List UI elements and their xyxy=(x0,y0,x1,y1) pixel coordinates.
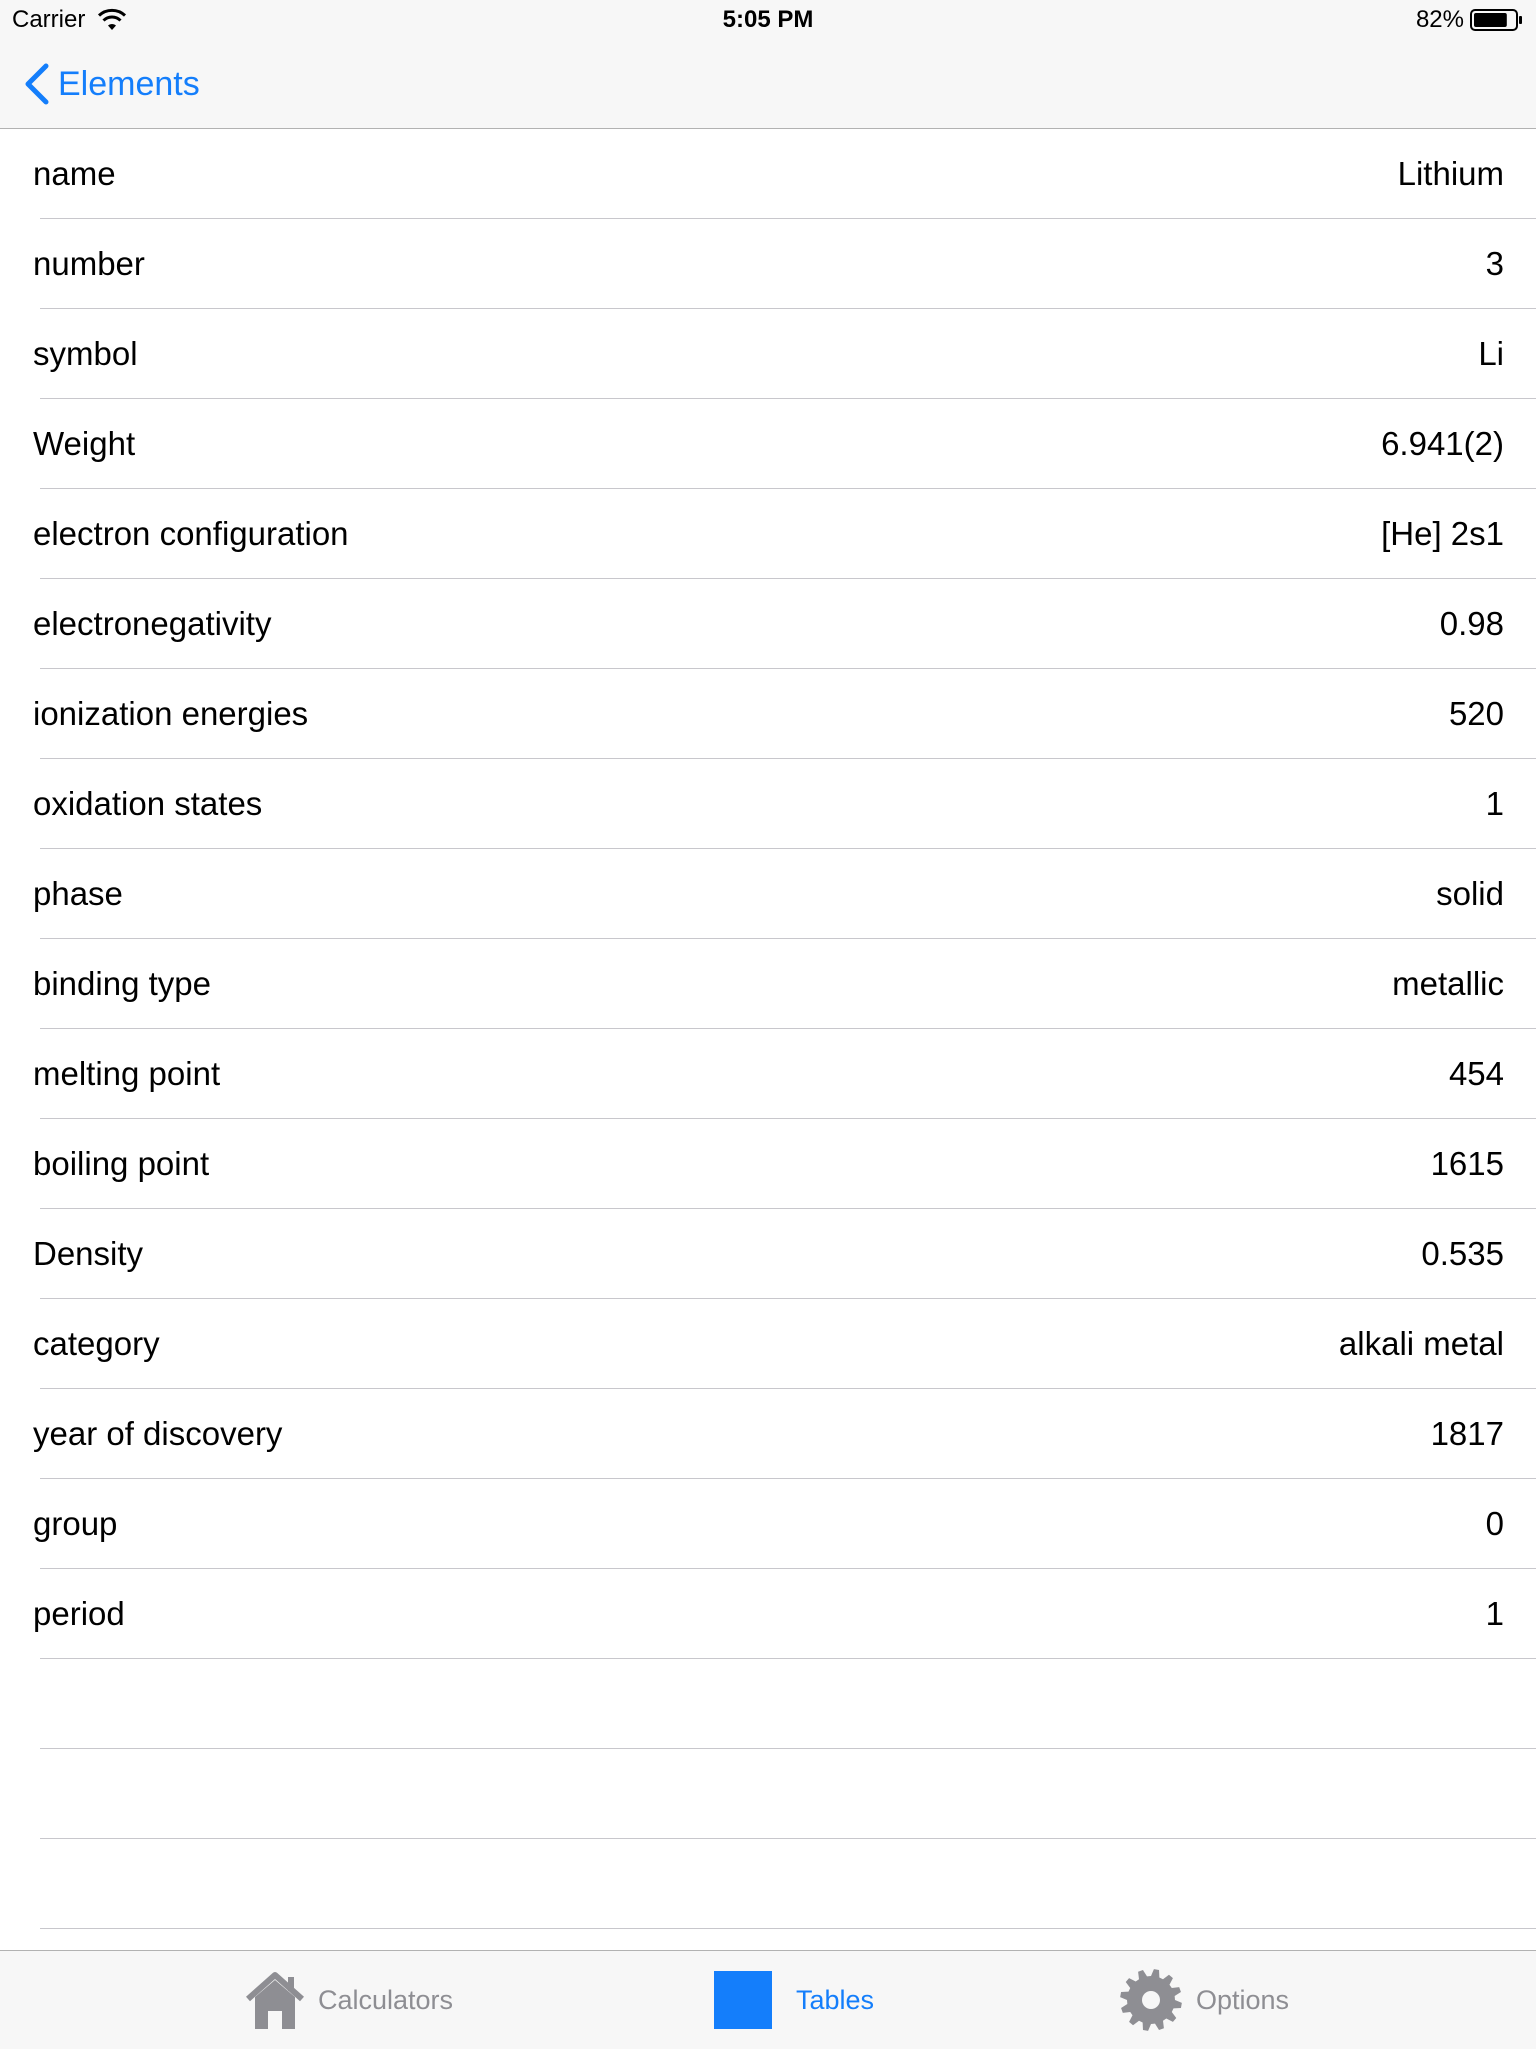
tab-tables[interactable] xyxy=(714,1951,874,2049)
battery-percentage: 82% xyxy=(1415,6,1464,33)
property-label: ionization energies xyxy=(33,695,309,732)
property-label: period xyxy=(33,1595,125,1632)
carrier-label: Carrier xyxy=(12,6,86,33)
table-row xyxy=(0,129,1536,219)
table-row xyxy=(0,849,1536,939)
tab-bar xyxy=(0,1950,1536,2049)
property-label: category xyxy=(33,1325,160,1362)
property-value: 6.941(2) xyxy=(1381,425,1504,462)
empty-row xyxy=(0,1839,1536,1929)
table-row xyxy=(0,1209,1536,1299)
table-row xyxy=(0,1029,1536,1119)
square-icon xyxy=(714,1971,772,2029)
table-row xyxy=(0,1569,1536,1659)
property-label: melting point xyxy=(33,1055,221,1092)
battery-icon xyxy=(1470,8,1524,32)
property-value: alkali metal xyxy=(1338,1325,1504,1362)
property-label: electronegativity xyxy=(33,605,272,642)
property-value: 0.98 xyxy=(1439,605,1504,642)
tab-calculators-label: Calculators xyxy=(318,1984,454,2015)
table-row xyxy=(0,399,1536,489)
property-value: 3 xyxy=(1485,245,1504,282)
property-value: solid xyxy=(1436,875,1504,912)
table-row xyxy=(0,489,1536,579)
property-value: 454 xyxy=(1448,1055,1504,1092)
empty-row xyxy=(0,1749,1536,1839)
property-value: 520 xyxy=(1448,695,1504,732)
table-row xyxy=(0,759,1536,849)
status-time: 5:05 PM xyxy=(722,6,814,33)
property-value: 1 xyxy=(1485,785,1504,822)
property-label: electron configuration xyxy=(33,515,349,552)
back-button-label: Elements xyxy=(58,64,200,103)
chevron-left-icon xyxy=(22,62,52,106)
table-row xyxy=(0,1299,1536,1389)
table-row xyxy=(0,579,1536,669)
status-right xyxy=(1416,6,1524,34)
table-row xyxy=(0,1119,1536,1209)
property-value: 0.535 xyxy=(1421,1235,1504,1272)
property-value: 1817 xyxy=(1430,1415,1504,1452)
table-row xyxy=(0,309,1536,399)
tab-options-label: Options xyxy=(1196,1984,1290,2015)
status-bar xyxy=(0,0,1536,40)
property-label: Density xyxy=(33,1235,144,1272)
property-value: metallic xyxy=(1392,965,1504,1002)
table-row xyxy=(0,219,1536,309)
property-label: group xyxy=(33,1505,118,1542)
back-button[interactable] xyxy=(22,60,200,108)
property-label: number xyxy=(33,245,145,282)
tab-options[interactable] xyxy=(1118,1951,1289,2049)
property-label: phase xyxy=(33,875,123,912)
property-value: 1615 xyxy=(1430,1145,1504,1182)
house-icon xyxy=(244,1969,306,2031)
element-properties-table xyxy=(0,129,1536,1929)
property-label: Weight xyxy=(33,425,136,462)
table-row xyxy=(0,1389,1536,1479)
property-label: symbol xyxy=(33,335,138,372)
property-label: year of discovery xyxy=(33,1415,283,1452)
property-label: binding type xyxy=(33,965,211,1002)
property-value: 0 xyxy=(1485,1505,1504,1542)
navigation-bar xyxy=(0,40,1536,129)
property-value: [He] 2s1 xyxy=(1381,515,1504,552)
property-value: Li xyxy=(1478,335,1504,372)
property-value: 1 xyxy=(1485,1595,1504,1632)
tab-tables-label: Tables xyxy=(796,1984,875,2015)
table-row xyxy=(0,669,1536,759)
empty-row xyxy=(0,1659,1536,1749)
table-row xyxy=(0,1479,1536,1569)
property-label: oxidation states xyxy=(33,785,263,822)
property-value: Lithium xyxy=(1397,155,1504,192)
tab-calculators[interactable] xyxy=(244,1951,453,2049)
gear-icon xyxy=(1118,1967,1184,2033)
property-label: boiling point xyxy=(33,1145,210,1182)
property-label: name xyxy=(33,155,116,192)
table-row xyxy=(0,939,1536,1029)
